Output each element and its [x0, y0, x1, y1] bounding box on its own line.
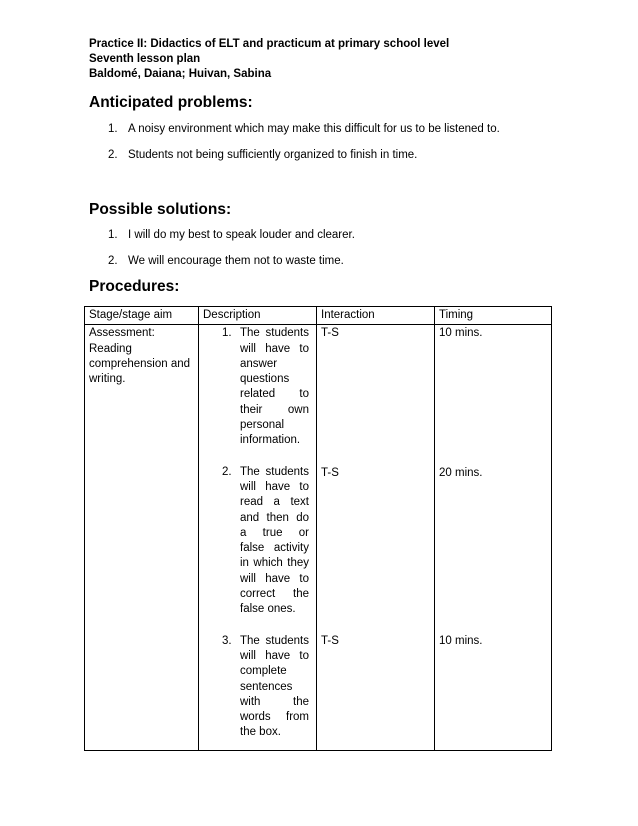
list-item: 2. Students not being sufficiently organized to finish in time.	[108, 149, 418, 161]
stage-aim-cell: Assessment: Reading comprehension and writing.	[85, 325, 199, 751]
column-header: Stage/stage aim	[85, 307, 199, 325]
step-3: 3. The students will have to complete sentences with the words from the box.	[222, 634, 309, 739]
list-item: 2. We will encourage them not to waste time.	[108, 255, 344, 267]
step-2: 2. The students will have to read a text and then do a true or false activity in which they will have to correct the false ones.	[222, 465, 309, 616]
possible-solutions-list	[108, 228, 355, 280]
possible-solutions-heading: Possible solutions:	[89, 201, 232, 218]
column-header: Timing	[435, 307, 552, 325]
column-header: Interaction	[317, 307, 435, 325]
document-header	[89, 37, 449, 82]
step-1: 1. The students will have to answer questions related to their own personal information.	[222, 327, 309, 447]
anticipated-problems-list	[108, 122, 500, 174]
list-item: 1. I will do my best to speak louder and clearer.	[108, 229, 355, 241]
course-title: Practice II: Didactics of ELT and practicum at primary school level	[89, 38, 450, 50]
list-item: 1. A noisy environment which may make this difficult for us to be listened to.	[108, 123, 500, 135]
anticipated-problems-heading: Anticipated problems:	[89, 94, 253, 111]
procedures-heading: Procedures:	[89, 278, 180, 295]
description-cell	[199, 325, 317, 751]
plan-title: Seventh lesson plan	[89, 53, 201, 65]
table-row	[85, 325, 552, 751]
procedures-table	[84, 306, 552, 751]
interaction-cell: T-S T-S T-S	[317, 325, 435, 751]
table-header-row	[85, 307, 552, 325]
authors: Baldomé, Daiana; Huivan, Sabina	[89, 68, 272, 80]
timing-cell: 10 mins. 20 mins. 10 mins.	[435, 325, 552, 751]
column-header: Description	[199, 307, 317, 325]
